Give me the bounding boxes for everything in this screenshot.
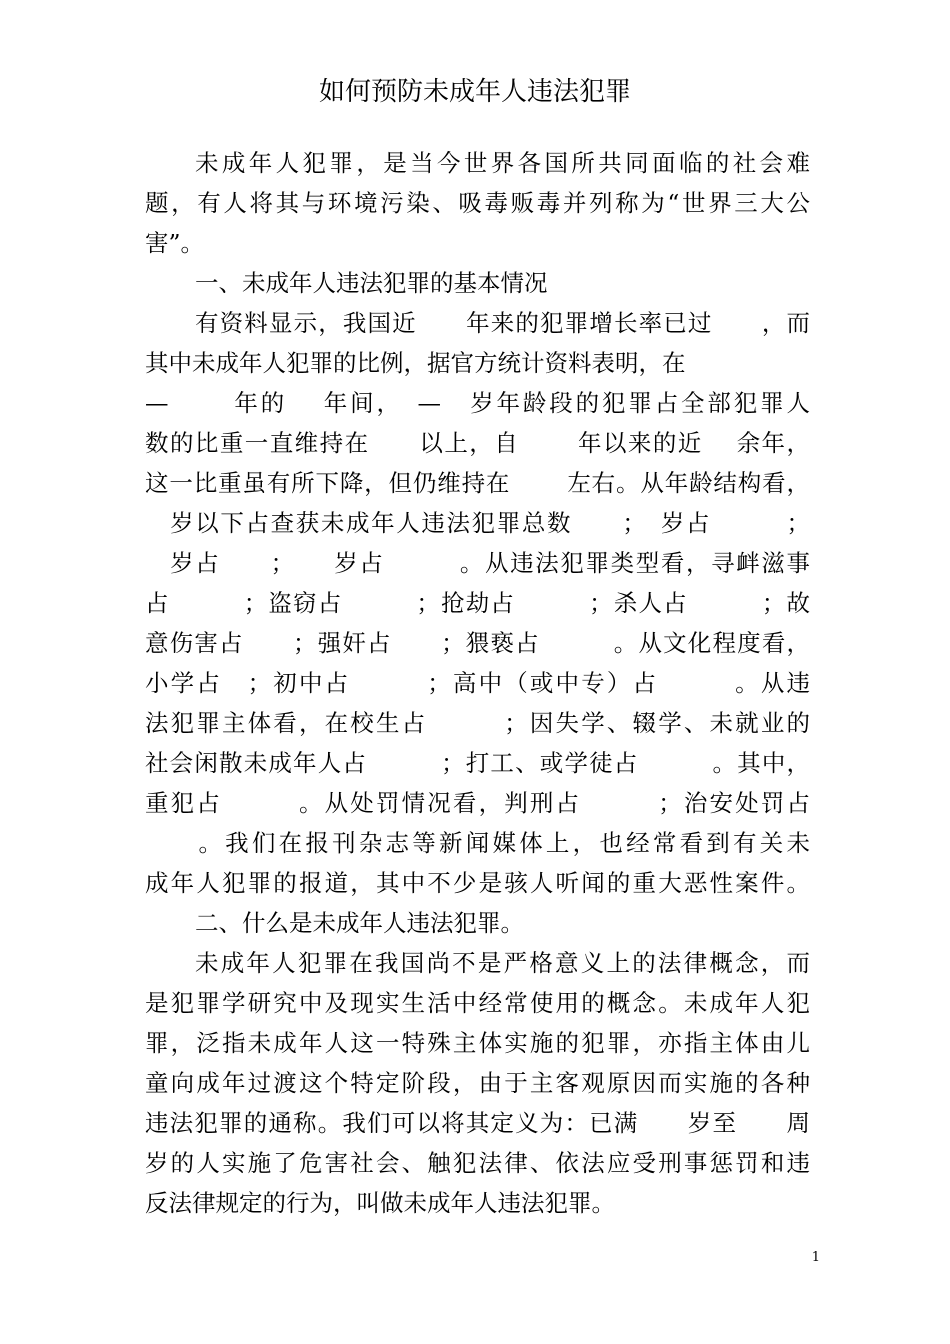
- text-line: 小学占 ；初中占 ；高中（或中专）占 。从违: [145, 669, 810, 697]
- text-line: 占 ；盗窃占 ；抢劫占 ；杀人占 ；故: [145, 589, 810, 617]
- text-line: 数的比重一直维持在 以上，自 年以来的近 余年，: [145, 429, 810, 457]
- text-line: 社会闲散未成年人占 ；打工、或学徒占 。其中，: [145, 749, 810, 777]
- page-number: 1: [811, 1250, 820, 1265]
- text-line: 害”。: [145, 229, 205, 257]
- text-line: 是犯罪学研究中及现实生活中经常使用的概念。未成年人犯: [145, 989, 810, 1017]
- text-line: 意伤害占 ；强奸占 ；猥亵占 。从文化程度看，: [145, 629, 810, 657]
- text-line: 有资料显示，我国近 年来的犯罪增长率已过 ，而: [195, 309, 810, 337]
- text-line: 法犯罪主体看，在校生占 ；因失学、辍学、未就业的: [145, 709, 810, 737]
- text-line: 岁占 ； 岁占 。从违法犯罪类型看，寻衅滋事: [145, 549, 810, 577]
- text-line: 这一比重虽有所下降，但仍维持在 左右。从年龄结构看，: [145, 469, 810, 497]
- text-line: 违法犯罪的通称。我们可以将其定义为：已满 岁至 周: [145, 1109, 810, 1137]
- document-body: [145, 143, 810, 1223]
- text-line: 其中未成年人犯罪的比例，据官方统计资料表明，在: [145, 349, 686, 377]
- text-line: 未成年人犯罪，是当今世界各国所共同面临的社会难: [195, 149, 810, 177]
- text-line: 重犯占 。从处罚情况看，判刑占 ；治安处罚占: [145, 789, 810, 817]
- text-line: 题，有人将其与环境污染、吸毒贩毒并列称为“世界三大公: [145, 189, 810, 217]
- text-line: 岁的人实施了危害社会、触犯法律、依法应受刑事惩罚和违: [145, 1149, 810, 1177]
- text-line: 童向成年过渡这个特定阶段，由于主客观原因而实施的各种: [145, 1069, 810, 1097]
- text-line: 未成年人犯罪在我国尚不是严格意义上的法律概念，而: [195, 949, 810, 977]
- text-line: 反法律规定的行为，叫做未成年人违法犯罪。: [145, 1189, 615, 1217]
- section-heading: 一、未成年人违法犯罪的基本情况: [195, 269, 548, 297]
- text-line: 罪，泛指未成年人这一特殊主体实施的犯罪，亦指主体由儿: [145, 1029, 810, 1057]
- text-line: 岁以下占查获未成年人违法犯罪总数 ； 岁占 ；: [145, 509, 810, 537]
- text-line: 。我们在报刊杂志等新闻媒体上，也经常看到有关未: [145, 829, 810, 857]
- document-title: 如何预防未成年人违法犯罪: [318, 77, 631, 107]
- text-line: — 年的 年间， — 岁年龄段的犯罪占全部犯罪人: [145, 389, 810, 417]
- text-line: 成年人犯罪的报道，其中不少是骇人听闻的重大恶性案件。: [145, 869, 810, 897]
- section-heading: 二、什么是未成年人违法犯罪。: [195, 909, 524, 937]
